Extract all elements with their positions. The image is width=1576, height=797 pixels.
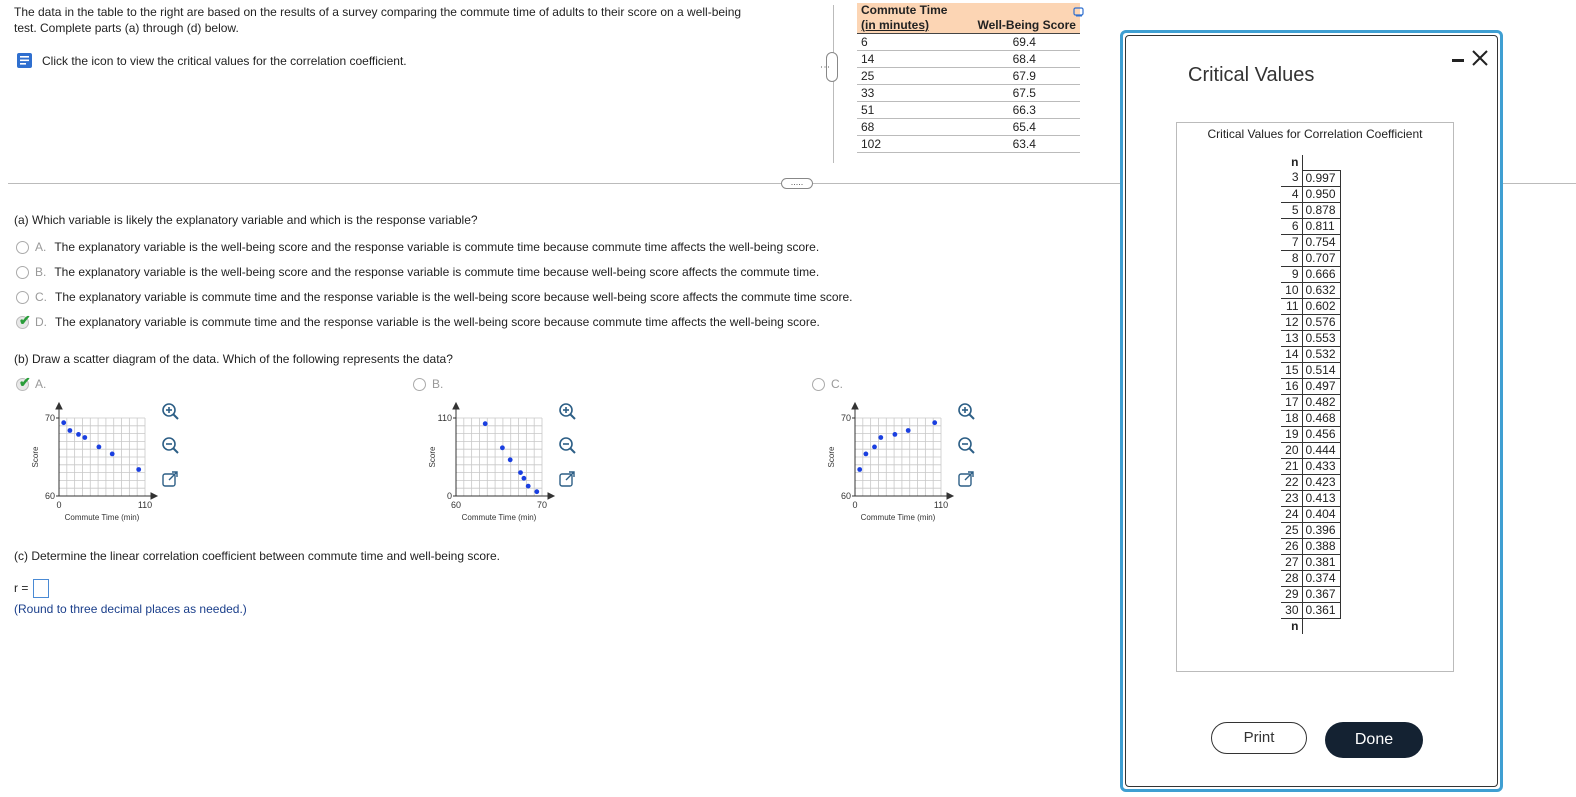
critical-values-row xyxy=(1281,602,1340,618)
close-icon[interactable] xyxy=(1470,48,1490,68)
critical-values-row xyxy=(1281,330,1340,346)
critical-value-cell: 0.532 xyxy=(1302,346,1340,362)
critical-value-cell: 0.553 xyxy=(1302,330,1340,346)
vertical-splitter-handle[interactable]: ⋮ xyxy=(826,52,838,82)
table-row xyxy=(857,136,1080,153)
click-instruction: Click the icon to view the critical values for the correlation coefficient. xyxy=(42,53,407,68)
commute-cell: 51 xyxy=(857,102,951,119)
critical-values-row xyxy=(1281,282,1340,298)
intro-line-1: The data in the table to the right are based on the results of a survey comparing the commute time of adults to their score on a well-being xyxy=(14,5,742,19)
score-cell: 63.4 xyxy=(951,136,1079,153)
n-cell: n xyxy=(1281,618,1302,634)
critical-values-row xyxy=(1281,522,1340,538)
grid xyxy=(855,418,941,496)
critical-values-row xyxy=(1281,394,1340,410)
commute-cell: 14 xyxy=(857,51,951,68)
n-cell: 12 xyxy=(1281,314,1302,330)
y-axis-label: Score xyxy=(428,446,437,468)
data-point xyxy=(932,420,937,425)
commute-cell: 102 xyxy=(857,136,951,153)
critical-value-cell: 0.666 xyxy=(1302,266,1340,282)
critical-values-row xyxy=(1281,410,1340,426)
part-b-option-1[interactable] xyxy=(16,373,54,391)
copy-icon[interactable] xyxy=(1073,6,1085,18)
vertical-divider xyxy=(833,5,834,163)
critical-values-row xyxy=(1281,266,1340,282)
x-tick-label-right: 110 xyxy=(137,500,153,510)
critical-value-cell: 0.423 xyxy=(1302,474,1340,490)
critical-value-cell: 0.456 xyxy=(1302,426,1340,442)
score-cell: 69.4 xyxy=(951,34,1079,51)
commute-cell: 33 xyxy=(857,85,951,102)
critical-value-cell: 0.576 xyxy=(1302,314,1340,330)
horizontal-divider-right xyxy=(1503,183,1576,184)
critical-values-row xyxy=(1281,458,1340,474)
critical-values-row xyxy=(1281,570,1340,586)
option-text: The explanatory variable is commute time and the response variable is the well-being score because well-being score affects the commute time score. xyxy=(55,290,853,304)
data-table xyxy=(857,3,1080,153)
critical-values-row xyxy=(1281,538,1340,554)
n-cell: 26 xyxy=(1281,538,1302,554)
open-external-icon[interactable] xyxy=(557,469,577,489)
n-cell: 13 xyxy=(1281,330,1302,346)
critical-value-cell: 0.632 xyxy=(1302,282,1340,298)
critical-values-row xyxy=(1281,362,1340,378)
n-cell: 14 xyxy=(1281,346,1302,362)
x-tick-label-right: 70 xyxy=(536,500,548,510)
zoom-in-icon[interactable] xyxy=(956,401,976,421)
radio-button[interactable] xyxy=(16,311,31,329)
option-text: The explanatory variable is commute time and the response variable is the well-being score because commute time affects the well-being score. xyxy=(55,315,820,329)
critical-values-table xyxy=(1281,155,1341,634)
n-cell: 16 xyxy=(1281,378,1302,394)
score-cell: 68.4 xyxy=(951,51,1079,68)
horizontal-splitter-handle[interactable]: ..... xyxy=(781,178,813,189)
n-cell: 11 xyxy=(1281,298,1302,314)
radio-button[interactable] xyxy=(413,378,426,391)
book-icon[interactable] xyxy=(16,52,34,69)
critical-values-row xyxy=(1281,202,1340,218)
n-cell: 22 xyxy=(1281,474,1302,490)
data-point xyxy=(500,445,505,450)
critical-value-cell: 0.361 xyxy=(1302,602,1340,618)
x-tick-label-right: 110 xyxy=(933,500,949,510)
critical-values-link-row xyxy=(16,52,407,69)
minimize-icon[interactable] xyxy=(1451,50,1465,70)
critical-value-cell: 0.396 xyxy=(1302,522,1340,538)
n-cell: 27 xyxy=(1281,554,1302,570)
table-row xyxy=(857,34,1080,51)
critical-values-row xyxy=(1281,506,1340,522)
critical-values-row xyxy=(1281,170,1340,186)
critical-values-row xyxy=(1281,234,1340,250)
critical-values-dialog xyxy=(1120,30,1503,792)
n-cell: 23 xyxy=(1281,490,1302,506)
critical-value-cell: 0.444 xyxy=(1302,442,1340,458)
zoom-out-icon[interactable] xyxy=(956,435,976,455)
part-a-question: (a) Which variable is likely the explanatory variable and which is the response variable? xyxy=(14,213,478,227)
option-letter: D. xyxy=(35,315,47,329)
zoom-in-icon[interactable] xyxy=(557,401,577,421)
critical-values-row xyxy=(1281,426,1340,442)
n-cell: 3 xyxy=(1281,170,1302,186)
part-c-question: (c) Determine the linear correlation coefficient between commute time and well-being score. xyxy=(14,549,501,563)
critical-value-cell: 0.388 xyxy=(1302,538,1340,554)
critical-values-row xyxy=(1281,186,1340,202)
part-a-option-2[interactable] xyxy=(16,265,819,279)
zoom-out-icon[interactable] xyxy=(557,435,577,455)
critical-value-cell: 0.413 xyxy=(1302,490,1340,506)
data-point xyxy=(522,476,527,481)
data-point xyxy=(76,432,81,437)
critical-value-cell: 0.381 xyxy=(1302,554,1340,570)
table-row xyxy=(857,102,1080,119)
option-text: The explanatory variable is the well-being score and the response variable is commute time because commute time affects the well-being score. xyxy=(54,240,820,254)
data-point xyxy=(893,432,898,437)
n-cell: 10 xyxy=(1281,282,1302,298)
r-label: r = xyxy=(14,581,29,595)
critical-value-cell xyxy=(1302,618,1340,634)
critical-value-cell: 0.497 xyxy=(1302,378,1340,394)
part-a-option-4[interactable] xyxy=(16,311,820,329)
critical-values-row xyxy=(1281,346,1340,362)
part-b-option-3[interactable] xyxy=(812,377,851,391)
n-cell: 24 xyxy=(1281,506,1302,522)
part-a-option-3[interactable] xyxy=(16,290,853,304)
zoom-out-icon[interactable] xyxy=(160,435,180,455)
option-letter: A. xyxy=(35,240,47,254)
data-point xyxy=(518,470,523,475)
y-tick-label-bottom: 0 xyxy=(446,491,452,501)
open-external-icon[interactable] xyxy=(160,469,180,489)
data-point xyxy=(110,452,115,457)
critical-values-row xyxy=(1281,250,1340,266)
commute-cell: 68 xyxy=(857,119,951,136)
rounding-hint: (Round to three decimal places as needed.) xyxy=(14,602,247,616)
n-cell: n xyxy=(1281,155,1302,170)
critical-value-cell: 0.878 xyxy=(1302,202,1340,218)
score-cell: 67.9 xyxy=(951,68,1079,85)
critical-values-panel xyxy=(1176,122,1454,672)
n-cell: 19 xyxy=(1281,426,1302,442)
done-button[interactable]: Done xyxy=(1325,722,1423,758)
critical-value-cell: 0.997 xyxy=(1302,170,1340,186)
option-letter: C. xyxy=(831,377,843,391)
critical-values-caption: Critical Values for Correlation Coefficient xyxy=(1207,127,1423,141)
table-row xyxy=(857,119,1080,136)
y-axis-label: Score xyxy=(31,446,40,468)
intro-line-2: test. Complete parts (a) through (d) below. xyxy=(14,21,239,35)
data-point xyxy=(61,420,66,425)
col-header-commute xyxy=(857,3,951,34)
n-cell: 25 xyxy=(1281,522,1302,538)
y-axis-label: Score xyxy=(827,446,836,468)
table-row xyxy=(857,68,1080,85)
data-point xyxy=(857,467,862,472)
score-cell: 65.4 xyxy=(951,119,1079,136)
critical-values-foot-row xyxy=(1281,618,1340,634)
x-tick-label-left: 0 xyxy=(852,500,858,510)
part-b-question: (b) Draw a scatter diagram of the data. Which of the following represents the data? xyxy=(14,352,453,366)
y-tick-label-top: 70 xyxy=(44,413,55,423)
axes xyxy=(56,403,157,499)
col-header-commute-line2: (in minutes) xyxy=(861,18,929,32)
data-point xyxy=(906,428,911,433)
dialog-frame xyxy=(1125,35,1498,787)
critical-values-row xyxy=(1281,218,1340,234)
n-cell: 20 xyxy=(1281,442,1302,458)
print-button[interactable]: Print xyxy=(1211,722,1307,754)
r-answer-input[interactable] xyxy=(33,579,49,598)
zoom-in-icon[interactable] xyxy=(160,401,180,421)
n-cell: 4 xyxy=(1281,186,1302,202)
critical-values-row xyxy=(1281,314,1340,330)
critical-value-cell: 0.433 xyxy=(1302,458,1340,474)
radio-button[interactable] xyxy=(16,241,29,254)
checkmark-icon: ✔ xyxy=(19,373,31,390)
critical-value-cell: 0.950 xyxy=(1302,186,1340,202)
critical-values-row xyxy=(1281,474,1340,490)
commute-cell: 6 xyxy=(857,34,951,51)
option-letter: B. xyxy=(35,265,47,279)
horizontal-divider xyxy=(8,183,1120,184)
n-cell: 9 xyxy=(1281,266,1302,282)
data-point xyxy=(68,428,73,433)
col-header-commute-line1: Commute Time xyxy=(861,3,948,17)
critical-value-cell: 0.707 xyxy=(1302,250,1340,266)
dialog-title: Critical Values xyxy=(1188,64,1315,86)
n-cell: 5 xyxy=(1281,202,1302,218)
axes xyxy=(852,403,953,499)
option-text: The explanatory variable is the well-being score and the response variable is commute time because well-being score affects the commute time. xyxy=(54,265,820,279)
x-axis-label: Commute Time (min) xyxy=(461,513,537,522)
data-point xyxy=(878,435,883,440)
checkmark-icon: ✔ xyxy=(19,311,31,328)
n-cell: 15 xyxy=(1281,362,1302,378)
commute-cell: 25 xyxy=(857,68,951,85)
intro-text xyxy=(14,4,814,36)
open-external-icon[interactable] xyxy=(956,469,976,489)
x-tick-label-left: 0 xyxy=(56,500,62,510)
data-point xyxy=(864,452,869,457)
n-cell: 21 xyxy=(1281,458,1302,474)
n-cell: 6 xyxy=(1281,218,1302,234)
n-cell: 28 xyxy=(1281,570,1302,586)
critical-value-cell: 0.374 xyxy=(1302,570,1340,586)
table-row xyxy=(857,51,1080,68)
critical-value-cell: 0.754 xyxy=(1302,234,1340,250)
critical-values-row xyxy=(1281,490,1340,506)
part-b-option-2[interactable] xyxy=(413,377,451,391)
option-letter: B. xyxy=(432,377,444,391)
critical-values-row xyxy=(1281,298,1340,314)
x-tick-label-left: 60 xyxy=(450,500,462,510)
part-a-option-1[interactable] xyxy=(16,240,819,254)
critical-value-cell: 0.602 xyxy=(1302,298,1340,314)
critical-value-cell: 0.811 xyxy=(1302,218,1340,234)
y-tick-label-top: 110 xyxy=(437,413,452,423)
critical-values-row xyxy=(1281,442,1340,458)
critical-value-cell: 0.404 xyxy=(1302,506,1340,522)
critical-value-cell: 0.482 xyxy=(1302,394,1340,410)
critical-value-cell: 0.468 xyxy=(1302,410,1340,426)
y-tick-label-bottom: 60 xyxy=(44,491,55,501)
axes xyxy=(453,403,554,499)
x-axis-label: Commute Time (min) xyxy=(64,513,140,522)
n-cell: 17 xyxy=(1281,394,1302,410)
data-point xyxy=(97,445,102,450)
data-point xyxy=(136,467,141,472)
option-letter: A. xyxy=(35,377,47,391)
x-axis-label: Commute Time (min) xyxy=(860,513,936,522)
n-cell: 18 xyxy=(1281,410,1302,426)
data-point xyxy=(526,484,531,489)
data-point xyxy=(483,421,488,426)
table-row xyxy=(857,85,1080,102)
n-cell: 8 xyxy=(1281,250,1302,266)
col-header-score: Well-Being Score xyxy=(951,3,1079,34)
radio-button[interactable] xyxy=(16,291,29,304)
data-point xyxy=(872,445,877,450)
y-tick-label-bottom: 60 xyxy=(840,491,851,501)
radio-button[interactable] xyxy=(16,373,31,391)
critical-value-cell: 0.514 xyxy=(1302,362,1340,378)
critical-values-row xyxy=(1281,378,1340,394)
data-point xyxy=(82,435,87,440)
data-point xyxy=(534,489,539,494)
score-cell: 67.5 xyxy=(951,85,1079,102)
n-cell: 7 xyxy=(1281,234,1302,250)
radio-button[interactable] xyxy=(812,378,825,391)
option-letter: C. xyxy=(35,290,47,304)
radio-button[interactable] xyxy=(16,266,29,279)
critical-value-cell xyxy=(1302,155,1340,170)
data-point xyxy=(508,457,513,462)
critical-values-head-row xyxy=(1281,155,1340,170)
critical-value-cell: 0.367 xyxy=(1302,586,1340,602)
n-cell: 30 xyxy=(1281,602,1302,618)
y-tick-label-top: 70 xyxy=(840,413,851,423)
score-cell: 66.3 xyxy=(951,102,1079,119)
critical-values-row xyxy=(1281,586,1340,602)
critical-values-row xyxy=(1281,554,1340,570)
n-cell: 29 xyxy=(1281,586,1302,602)
